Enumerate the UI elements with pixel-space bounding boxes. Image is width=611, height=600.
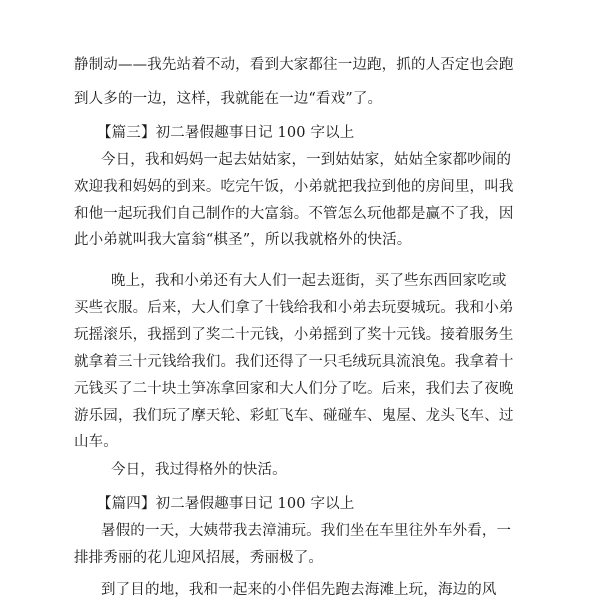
text-line: 和他一起玩我们自己制作的大富翁。不管怎么玩他都是赢不了我，因 xyxy=(74,206,514,222)
text-line: 元钱买了二十块土笋冻拿回家和大人们分了吃。后来，我们去了夜晚 xyxy=(74,381,514,397)
text-line: 今日，我过得格外的快活。 xyxy=(111,462,287,478)
text-line: 今日，我和妈妈一起去姑姑家，一到姑姑家，姑姑全家都吵闹的 xyxy=(101,152,512,168)
section-heading: 【篇四】初二暑假趣事日记 100 字以上 xyxy=(97,496,355,512)
text-line: 到人多的一边，这样，我就能在一边“看戏”了。 xyxy=(74,91,383,107)
text-line: 到了目的地，我和一起来的小伴侣先跑去海滩上玩，海边的风 xyxy=(101,582,497,598)
text-line: 排排秀丽的花儿迎风招展，秀丽极了。 xyxy=(74,550,324,566)
text-line: 游乐园，我们玩了摩天轮、彩虹飞车、碰碰车、鬼屋、龙头飞车、过 xyxy=(74,408,514,424)
section-heading: 【篇三】初二暑假趣事日记 100 字以上 xyxy=(97,125,355,141)
text-line: 晚上，我和小弟还有大人们一起去逛街，买了些东西回家吃或 xyxy=(111,273,507,289)
text-line: 暑假的一天，大姨带我去漳浦玩。我们坐在车里往外车外看，一 xyxy=(101,523,512,539)
text-line: 买些衣服。后来，大人们拿了十钱给我和小弟去玩耍城玩。我和小弟 xyxy=(74,300,514,316)
text-line: 就拿着三十元钱给我们。我们还得了一只毛绒玩具流浪兔。我拿着十 xyxy=(74,354,514,370)
text-line: 此小弟就叫我大富翁“棋圣”，所以我就格外的快活。 xyxy=(74,232,412,248)
text-line: 静制动——我先站着不动，看到大家都往一边跑，抓的人否定也会跑 xyxy=(74,57,514,73)
text-line: 山车。 xyxy=(74,434,118,450)
text-line: 玩摇滚乐，我摇到了奖二十元钱，小弟摇到了奖十元钱。接着服务生 xyxy=(74,327,514,343)
text-line: 欢迎我和妈妈的到来。吃完午饭，小弟就把我拉到他的房间里，叫我 xyxy=(74,179,514,195)
